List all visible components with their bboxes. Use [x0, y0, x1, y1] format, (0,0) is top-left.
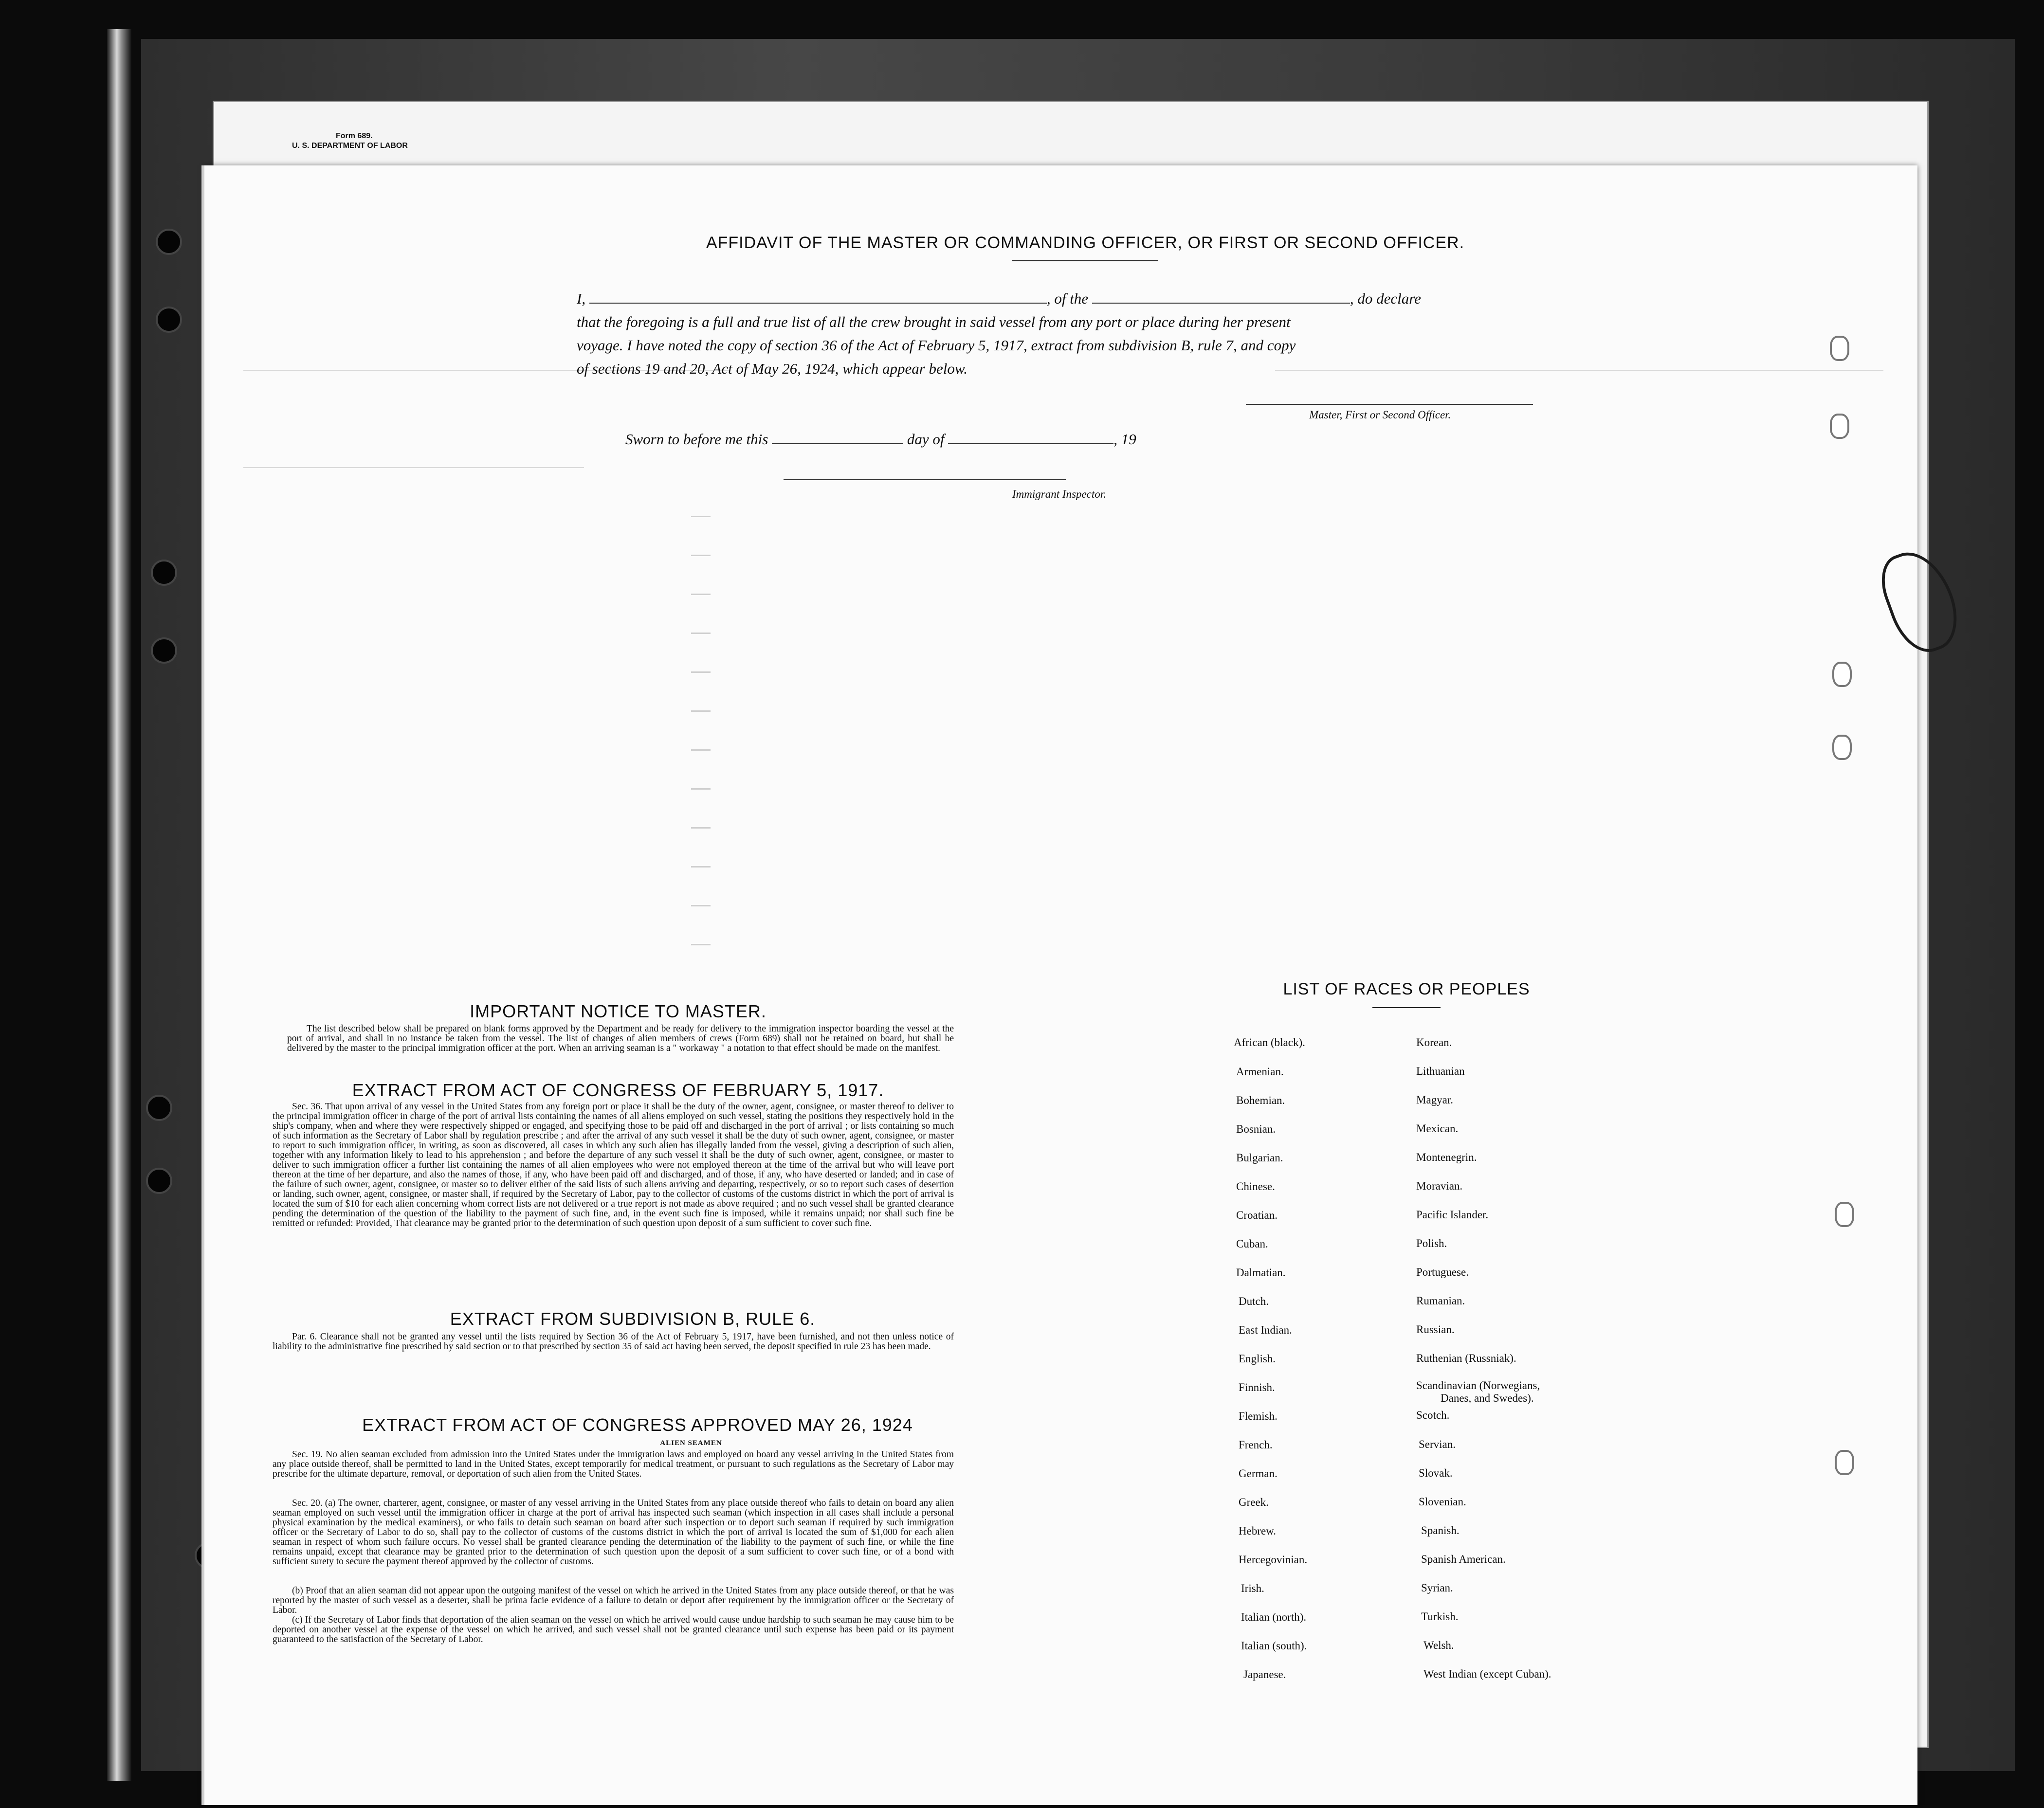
extract-1924-sec19: Sec. 19. No alien seaman excluded from admission into the United States under the immigration laws and employed on board any vessel arriving in the United States from any place outside thereof, shall be permitted to land in the United States, except temporarily for medical treatment, or pursuant to such regulations as the Secretary of Labor may prescribe for the ultimate departure, removal, or deportation of such alien from the United States. — [273, 1449, 954, 1479]
race-left-item: East Indian. — [1239, 1324, 1292, 1336]
declaration-line-1 — [577, 287, 1531, 310]
master-signature-label: Master, First or Second Officer. — [1309, 409, 1451, 421]
sworn-statement — [625, 431, 1136, 448]
race-left-item: African (black). — [1234, 1036, 1305, 1049]
race-right-item: Pacific Islander. — [1416, 1209, 1489, 1221]
race-right-item: Syrian. — [1421, 1582, 1453, 1594]
races-title-divider — [1372, 1007, 1441, 1008]
race-left-item: Bohemian. — [1236, 1094, 1285, 1106]
race-left-item: Hercegovinian. — [1239, 1554, 1308, 1566]
punch-hole-ring — [1832, 735, 1852, 760]
punch-hole-ring — [1835, 1450, 1854, 1475]
race-right-item: Turkish. — [1421, 1610, 1459, 1623]
declaration-line-3: voyage. I have noted the copy of section 36 of the Act of February 5, 1917, extract from subdivision B, rule 7, and copy — [577, 337, 1296, 354]
race-left-item: Irish. — [1241, 1582, 1264, 1594]
race-right-item: Servian. — [1419, 1438, 1456, 1450]
bleed-through-mark — [691, 905, 711, 906]
race-right-item-continuation: Danes, and Swedes). — [1441, 1392, 1534, 1404]
race-right-item-multiline — [1416, 1379, 1577, 1405]
race-left-item: English. — [1239, 1353, 1276, 1365]
race-right-item: Lithuanian — [1416, 1065, 1465, 1077]
race-left-item: German. — [1239, 1467, 1278, 1480]
department-name: U. S. DEPARTMENT OF LABOR — [292, 142, 408, 150]
binder-hole — [156, 307, 182, 333]
race-right-item: Slovak. — [1419, 1467, 1453, 1479]
sworn-month-field[interactable] — [948, 443, 1113, 444]
extract-1924-title: EXTRACT FROM ACT OF CONGRESS APPROVED MAY 26, 1924 — [362, 1415, 913, 1435]
extract-1917-text: Sec. 36. That upon arrival of any vessel in the United States from any foreign port or place it shall be the duty of the owner, agent, consignee, or master thereof to deliver to the principal immigration officer in charge of the port of arrival lists containing the names of all aliens employed on such vessel, stating the positions they respectively hold in the ship's company, when and where they were respectively shipped or engaged, and specifying those to be paid off and discharged in the port of arrival ; or lists containing so much of such information as the Secretary of Labor shall by regulation prescribe ; and after the arrival of any such vessel it shall be the duty of such owner, agent, consignee, or master to report to such immigration officer, in writing, as soon as discovered, all cases in which any such alien has illegally landed from the vessel, giving a description of such alien, together with any information likely to lead to his apprehension ; and before the departure of any such vessel it shall be the duty of such owner, agent, consignee, or master to deliver to such immigration officer a further list containing the names of all alien employees who were not employed thereon at the time of the arrival but who will leave port thereon at the time of her departure, and also the names of those, if any, who have been paid off and discharged, and of those, if any, who have deserted or landed; and in case of the failure of such owner, agent, consignee, or master so to deliver either of the said lists of such aliens arriving and departing, respectively, or so to report such cases of desertion or landing, such owner, agent, consignee, or master shall, if required by the Secretary of Labor, pay to the collector of customs of the customs district in which the port of arrival is located the sum of $10 for each alien concerning whom correct lists are not delivered or a true report is not made as above required ; and no such vessel shall be granted clearance pending the determination of the question of the liability to the payment of such fine, and, in the event such fine is imposed, while it remains unpaid; nor shall such fine be remitted or refunded: Provided, That clearance may be granted prior to the determination of such question upon deposit of a sum sufficient to cover such fine. — [273, 1102, 954, 1229]
race-right-item: Ruthenian (Russniak). — [1416, 1352, 1516, 1364]
extract-1924-sec20c: (c) If the Secretary of Labor finds that deportation of the alien seaman on the vessel on which he arrived would cause undue hardship to such seaman he may cause him to be deported on another vessel at the expense of the vessel on which he arrived, and such vessel shall not be granted clearance until such expense has been paid or its payment guaranteed to the satisfaction of the Secretary of Labor. — [273, 1615, 954, 1645]
declaration-text — [577, 287, 1531, 380]
race-left-item: Armenian. — [1236, 1066, 1284, 1078]
race-right-item: Slovenian. — [1419, 1496, 1466, 1508]
extract-1917-title: EXTRACT FROM ACT OF CONGRESS OF FEBRUARY 5, 1917. — [352, 1080, 884, 1100]
race-right-item: Spanish American. — [1421, 1553, 1506, 1565]
race-right-item: Russian. — [1416, 1323, 1455, 1336]
binder-hole — [146, 1095, 172, 1121]
race-right-item: Polish. — [1416, 1237, 1447, 1249]
title-divider — [1012, 260, 1158, 261]
race-left-item: Dutch. — [1239, 1295, 1269, 1307]
binder-hole — [151, 560, 177, 586]
master-signature-line[interactable] — [1246, 404, 1533, 405]
race-right-item: Welsh. — [1424, 1639, 1454, 1651]
race-left-item: Dalmatian. — [1236, 1266, 1286, 1279]
officer-name-field[interactable] — [589, 303, 1047, 304]
year-label: , 19 — [1113, 431, 1136, 448]
form-number: Form 689. — [336, 132, 373, 140]
race-left-item: French. — [1239, 1439, 1273, 1451]
bleed-through-mark — [691, 788, 711, 790]
inspector-signature-line[interactable] — [784, 479, 1066, 480]
inspector-signature-label: Immigrant Inspector. — [1012, 488, 1106, 500]
race-left-item: Bulgarian. — [1236, 1152, 1283, 1164]
vessel-name-field[interactable] — [1092, 303, 1350, 304]
race-right-item: Rumanian. — [1416, 1295, 1465, 1307]
race-right-item: Spanish. — [1421, 1524, 1460, 1537]
race-right-item: Moravian. — [1416, 1180, 1463, 1192]
race-left-item: Finnish. — [1239, 1381, 1275, 1393]
bleed-through-mark — [691, 633, 711, 634]
punch-hole-ring — [1830, 336, 1849, 361]
race-right-item: Korean. — [1416, 1036, 1452, 1049]
day-of-label: day of — [907, 431, 945, 448]
binder-hole — [151, 637, 177, 664]
extract-1924-sec20b: (b) Proof that an alien seaman did not appear upon the outgoing manifest of the vessel on which he arrived in the United States from any place outside thereof, or that he was reported by the master of such vessel as a deserter, shall be prima facie evidence of a failure to detain or deport after requirement by the immigration officer or the Secretary of Labor. — [273, 1586, 954, 1615]
race-right-item: West Indian (except Cuban). — [1424, 1668, 1551, 1680]
binder-hole — [146, 1168, 172, 1194]
race-left-item: Croatian. — [1236, 1209, 1278, 1221]
binder-spine — [107, 29, 131, 1781]
race-right-item: Montenegrin. — [1416, 1151, 1477, 1163]
bleed-through-mark — [691, 516, 711, 517]
declaration-line-2: that the foregoing is a full and true list of all the crew brought in said vessel from any port or place during her present — [577, 313, 1291, 330]
race-left-item: Cuban. — [1236, 1238, 1268, 1250]
extract-rule6-title: EXTRACT FROM SUBDIVISION B, RULE 6. — [450, 1309, 816, 1329]
race-right-item: Portuguese. — [1416, 1266, 1469, 1278]
races-title: LIST OF RACES OR PEOPLES — [1283, 980, 1530, 998]
race-left-item: Greek. — [1239, 1496, 1269, 1508]
bleed-through-mark — [691, 827, 711, 829]
form-header — [292, 131, 408, 151]
declaration-line-4: of sections 19 and 20, Act of May 26, 1924, which appear below. — [577, 360, 968, 377]
bleed-through-mark — [691, 594, 711, 595]
notice-title: IMPORTANT NOTICE TO MASTER. — [470, 1001, 766, 1021]
race-left-item: Italian (south). — [1241, 1640, 1307, 1652]
race-left-item: Chinese. — [1236, 1180, 1275, 1193]
punch-hole-ring — [1832, 662, 1852, 687]
bleed-through-mark — [691, 710, 711, 712]
race-left-item: Flemish. — [1239, 1410, 1278, 1422]
document-page — [204, 132, 1917, 1805]
of-the-label: , of the — [1046, 290, 1089, 307]
alien-seamen-subtitle: ALIEN SEAMEN — [660, 1439, 722, 1447]
bleed-through-mark — [691, 944, 711, 945]
affidavit-title: AFFIDAVIT OF THE MASTER OR COMMANDING OFFICER, OR FIRST OR SECOND OFFICER. — [706, 234, 1465, 252]
race-left-item: Japanese. — [1243, 1668, 1286, 1681]
do-declare-label: , do declare — [1350, 290, 1421, 307]
bleed-through-mark — [691, 555, 711, 556]
i-label: I, — [577, 290, 586, 307]
race-right-item-line: Scandinavian (Norwegians, — [1416, 1379, 1540, 1392]
sworn-label: Sworn to before me this — [625, 431, 768, 448]
binder-hole — [156, 229, 182, 255]
extract-rule6-text: Par. 6. Clearance shall not be granted any vessel until the lists required by Section 36 of the Act of February 5, 1917, have been furnished, and not then unless notice of liability to the administrative fine prescribed by said section or to that prescribed by section 35 of said act having been served, the deposit specified in rule 23 has been made. — [273, 1332, 954, 1352]
race-right-item: Scotch. — [1416, 1409, 1450, 1421]
race-left-item: Italian (north). — [1241, 1611, 1307, 1623]
extract-1924-sec20a: Sec. 20. (a) The owner, charterer, agent, consignee, or master of any vessel arriving in the United States from any place outside thereof who fails to detain on board any alien seaman employed on such vessel until the immigration officer in charge at the port of arrival has inspected such seaman (which inspection in all cases shall include a personal physical examination by the medical examiners), or who fails to detain such seaman on board after such inspection or to deport such seaman if required by such immigration officer or the Secretary of Labor to do so, shall pay to the collector of customs of the customs district in which the port of arrival is located the sum of $1,000 for each alien seaman in respect of whom such failure occurs. No vessel shall be granted clearance pending the determination of the liability to the payment of such fine, or while the fine remains unpaid, except that clearance may be granted prior to the determination of such question upon the deposit of a sum sufficient to cover such fine, or of a bond with sufficient surety to secure the payment thereof approved by the collector of customs. — [273, 1498, 954, 1567]
punch-hole-ring — [1830, 414, 1849, 439]
race-left-item: Bosnian. — [1236, 1123, 1276, 1135]
sworn-day-field[interactable] — [772, 443, 903, 444]
bleed-through-rule — [243, 467, 584, 468]
bleed-through-mark — [691, 671, 711, 673]
bleed-through-mark — [691, 866, 711, 868]
race-left-item: Hebrew. — [1239, 1525, 1277, 1537]
bleed-through-mark — [691, 749, 711, 751]
punch-hole-ring — [1835, 1202, 1854, 1227]
race-right-item: Magyar. — [1416, 1094, 1454, 1106]
notice-text: The list described below shall be prepared on blank forms approved by the Department and be ready for delivery to the immigration inspector boarding the vessel at the port of arrival, and shall in no instance be taken from the vessel. The list of changes of alien members of crews (Form 689) shall not be retained on board, but shall be delivered by the master to the principal immigration officer at the port. When an arriving seaman is a " workaway " a notation to that effect should be made on the manifest. — [287, 1024, 954, 1053]
race-right-item: Mexican. — [1416, 1122, 1459, 1135]
